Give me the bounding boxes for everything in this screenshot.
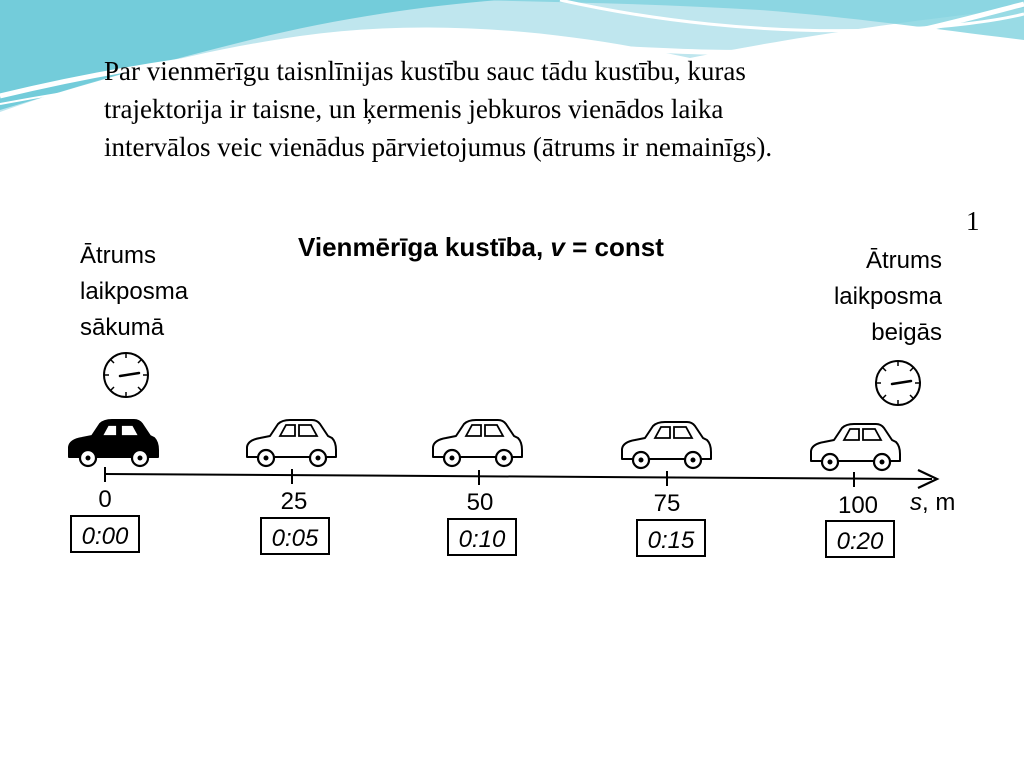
timer-0 <box>71 516 139 552</box>
axis-label: s, m <box>910 489 956 516</box>
tick-label-25: 25 <box>280 488 308 515</box>
definition-line-3: intervālos veic vienādus pārvietojumus (ātrums ir nemainīgs). <box>104 132 773 162</box>
svg-text:0:15: 0:15 <box>647 527 695 554</box>
svg-text:beigās: beigās <box>871 319 942 346</box>
end-speed-label <box>834 247 943 346</box>
end-speedometer-icon <box>876 361 920 405</box>
tick-labels <box>98 486 878 519</box>
timer-15 <box>637 520 705 556</box>
car-icon-25 <box>247 420 336 466</box>
tick-label-0: 0 <box>98 486 112 513</box>
definition-line-1: Par vienmērīgu taisnlīnijas kustību sauc tādu kustību, kuras <box>104 56 746 86</box>
svg-text:0:05: 0:05 <box>271 525 319 552</box>
svg-text:0:10: 0:10 <box>458 526 506 553</box>
tick-label-50: 50 <box>466 489 494 516</box>
svg-text:laikposma: laikposma <box>833 283 942 310</box>
uniform-motion-figure <box>22 222 997 572</box>
svg-text:0:00: 0:00 <box>81 523 129 550</box>
definition-text <box>104 52 984 166</box>
car-icon-start <box>69 420 158 466</box>
svg-text:Ātrums: Ātrums <box>80 242 157 269</box>
definition-line-2: trajektorija ir taisne, un ķermenis jebkuros vienādos laika <box>104 94 724 124</box>
start-speed-label <box>80 242 189 341</box>
timer-5 <box>261 518 329 554</box>
figure-title: Vienmērīga kustība, v = const <box>298 232 664 262</box>
car-icon-50 <box>433 420 522 466</box>
svg-text:Ātrums: Ātrums <box>865 247 942 274</box>
distance-axis <box>105 474 932 479</box>
timer-10 <box>448 519 516 555</box>
car-icon-75 <box>622 422 711 468</box>
svg-text:0:20: 0:20 <box>836 528 884 555</box>
start-speedometer-icon <box>104 353 148 397</box>
svg-text:sākumā: sākumā <box>80 314 165 341</box>
timer-20 <box>826 521 894 557</box>
car-icon-100 <box>811 424 900 470</box>
tick-label-100: 100 <box>837 492 879 519</box>
tick-label-75: 75 <box>653 490 681 517</box>
slide-number: 1 <box>966 206 980 236</box>
svg-text:laikposma: laikposma <box>80 278 189 305</box>
